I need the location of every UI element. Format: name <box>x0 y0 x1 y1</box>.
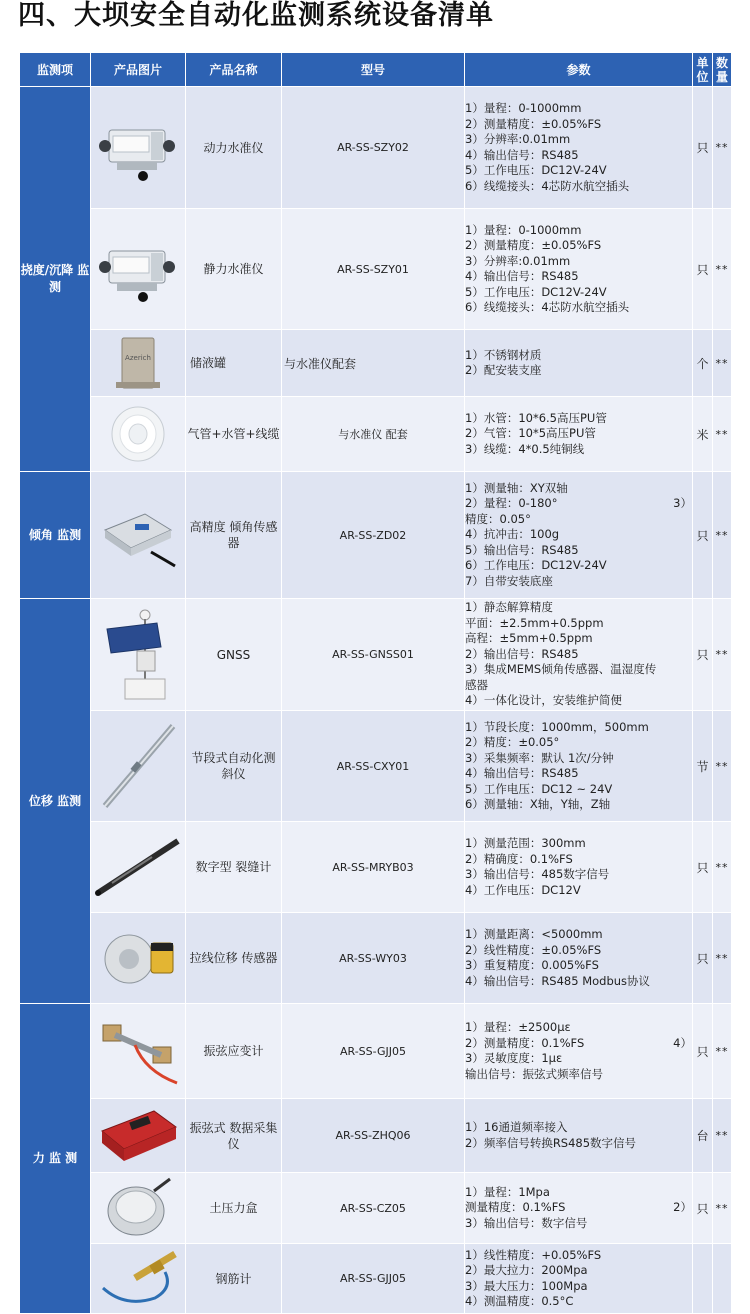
product-model: AR-SS-ZHQ06 <box>282 1099 465 1173</box>
product-image <box>91 87 186 209</box>
page-title: 四、大坝安全自动化监测系统设备清单 <box>18 0 494 31</box>
param-line <box>465 678 692 694</box>
param-line-right: 3） <box>673 496 692 511</box>
product-image <box>91 1244 186 1314</box>
product-name: 钢筋计 <box>186 1244 282 1314</box>
product-name: 振弦式 数据采集仪 <box>186 1099 282 1173</box>
param-line <box>465 766 692 782</box>
category-cell-tilt: 倾角 监测 <box>20 472 91 599</box>
param-text: 输出信号：振弦式频率信号 <box>465 1066 603 1081</box>
param-line <box>465 101 692 117</box>
product-image <box>91 472 186 599</box>
param-line <box>465 238 692 254</box>
param-text: 1）量程：0-1000mm <box>465 222 582 237</box>
param-text: 3）重复精度：0.005%FS <box>465 958 599 972</box>
param-text: 3）灵敏度度：1με <box>465 1051 563 1065</box>
param-line <box>465 148 692 164</box>
equipment-table <box>19 52 732 1314</box>
param-line <box>465 496 692 512</box>
param-line <box>465 269 692 285</box>
param-text: 1）不锈钢材质 <box>465 347 542 362</box>
product-qty: ** <box>713 209 732 330</box>
param-line <box>465 1036 692 1052</box>
param-line <box>465 558 692 574</box>
product-name: 振弦应变计 <box>186 1004 282 1099</box>
product-model: 与水准仪配套 <box>282 330 465 397</box>
param-text: 1）静态解算精度 <box>465 600 553 615</box>
product-image <box>91 1099 186 1173</box>
param-text: 4）输出信号：RS485 <box>465 269 579 283</box>
table-row <box>20 330 732 397</box>
param-text: 1）16通道频率接入 <box>465 1120 568 1134</box>
param-line <box>465 616 692 632</box>
product-unit: 只 <box>693 87 713 209</box>
product-params <box>465 1244 693 1314</box>
param-line <box>465 1020 692 1036</box>
product-image <box>91 209 186 330</box>
product-name: 土压力盒 <box>186 1173 282 1244</box>
table-row <box>20 1244 732 1314</box>
product-unit: 只 <box>693 913 713 1004</box>
param-line <box>465 751 692 767</box>
header-params: 参数 <box>465 53 693 87</box>
param-text: 3）输出信号：数字信号 <box>465 1215 588 1230</box>
product-name: 静力水准仪 <box>186 209 282 330</box>
product-params <box>465 1099 693 1173</box>
product-unit: 个 <box>693 330 713 397</box>
param-text: 1）节段长度：1000mm，500mm <box>465 719 649 734</box>
product-params <box>465 913 693 1004</box>
param-text: 3）分辨率:0.01mm <box>465 253 571 268</box>
product-params <box>465 87 693 209</box>
param-line <box>465 1200 692 1216</box>
product-params <box>465 599 693 711</box>
product-unit: 米 <box>693 397 713 472</box>
product-name: 数字型 裂缝计 <box>186 822 282 913</box>
product-model: AR-SS-CXY01 <box>282 711 465 822</box>
product-name: 气管+水管+线缆 <box>186 397 282 472</box>
product-name: 高精度 倾角传感器 <box>186 472 282 599</box>
param-line <box>465 1136 692 1152</box>
param-text: 2）线性精度：±0.05%FS <box>465 942 602 957</box>
param-line <box>465 883 692 899</box>
param-line <box>465 1279 692 1295</box>
product-qty: ** <box>713 87 732 209</box>
param-line <box>465 543 692 559</box>
product-params <box>465 472 693 599</box>
param-text: 测量精度：0.1%FS <box>465 1200 566 1215</box>
category-cell-force: 力 监 测 <box>20 1004 91 1314</box>
param-line <box>465 163 692 179</box>
param-text: 4）一体化设计，安装维护简便 <box>465 693 622 708</box>
table-row <box>20 913 732 1004</box>
param-line <box>465 797 692 813</box>
param-line <box>465 481 692 497</box>
param-text: 6）工作电压：DC12V-24V <box>465 558 607 573</box>
table-row <box>20 822 732 913</box>
param-text: 5）输出信号：RS485 <box>465 542 579 557</box>
product-unit: 只 <box>693 1004 713 1099</box>
param-line <box>465 254 692 270</box>
product-name: 动力水准仪 <box>186 87 282 209</box>
param-text: 2）测量精度：0.1%FS <box>465 1035 585 1050</box>
header-model: 型号 <box>282 53 465 87</box>
param-text: 精度：0.05° <box>465 511 531 526</box>
param-text: 3）分辨率:0.01mm <box>465 132 571 146</box>
product-model: AR-SS-GJJ05 <box>282 1244 465 1314</box>
param-line <box>465 363 692 379</box>
product-image <box>91 330 186 397</box>
product-image <box>91 397 186 472</box>
param-line <box>465 836 692 852</box>
table-row <box>20 472 732 599</box>
param-line <box>465 300 692 316</box>
param-text: 2）精确度：0.1%FS <box>465 851 573 866</box>
product-model: AR-SS-MRYB03 <box>282 822 465 913</box>
param-text: 高程：±5mm+0.5ppm <box>465 631 593 646</box>
param-text: 3）输出信号：485数字信号 <box>465 867 610 881</box>
param-text: 2）测量精度：±0.05%FS <box>465 238 602 252</box>
param-line <box>465 958 692 974</box>
param-line <box>465 662 692 678</box>
param-text: 1）测量轴：XY双轴 <box>465 480 568 495</box>
param-text: 1）测量范围：300mm <box>465 836 586 850</box>
param-line <box>465 782 692 798</box>
param-text: 3）采集频率：默认 1次/分钟 <box>465 750 614 765</box>
product-unit: 节 <box>693 711 713 822</box>
product-name: 拉线位移 传感器 <box>186 913 282 1004</box>
param-text: 2）精度：±0.05° <box>465 735 560 749</box>
param-line <box>465 600 692 616</box>
product-qty: ** <box>713 913 732 1004</box>
product-qty: ** <box>713 711 732 822</box>
param-line <box>465 1067 692 1083</box>
param-line <box>465 647 692 663</box>
param-text: 2）频率信号转换RS485数字信号 <box>465 1135 637 1150</box>
header-unit: 单位 <box>693 53 713 87</box>
param-text: 2）气管：10*5高压PU管 <box>465 426 596 441</box>
param-line <box>465 426 692 442</box>
param-line <box>465 720 692 736</box>
product-model: 与水准仪 配套 <box>282 397 465 472</box>
product-name: GNSS <box>186 599 282 711</box>
product-unit <box>693 1244 713 1314</box>
param-line <box>465 512 692 528</box>
product-params <box>465 1004 693 1099</box>
param-text: 1）量程：1Mpa <box>465 1184 550 1199</box>
param-line <box>465 1051 692 1067</box>
param-text: 1）量程：0-1000mm <box>465 101 582 115</box>
header-category: 监测项 <box>20 53 91 87</box>
param-line <box>465 132 692 148</box>
product-qty: ** <box>713 1099 732 1173</box>
param-line <box>465 1248 692 1264</box>
param-line <box>465 943 692 959</box>
product-params <box>465 209 693 330</box>
category-cell-deflection: 挠度/沉降 监 测 <box>20 87 91 472</box>
product-image <box>91 1173 186 1244</box>
param-text: 4）抗冲击：100g <box>465 527 560 542</box>
param-text: 5）工作电压：DC12V-24V <box>465 284 607 299</box>
param-text: 3）线缆：4*0.5纯铜线 <box>465 441 585 456</box>
param-text: 5）工作电压：DC12 ~ 24V <box>465 781 613 796</box>
param-text: 3）最大压力：100Mpa <box>465 1278 588 1293</box>
product-unit: 只 <box>693 822 713 913</box>
product-name: 节段式自动化测斜仪 <box>186 711 282 822</box>
param-line <box>465 1185 692 1201</box>
param-line <box>465 411 692 427</box>
product-qty <box>713 1244 732 1314</box>
param-text: 1）测量距离：<5000mm <box>465 927 603 941</box>
product-qty: ** <box>713 822 732 913</box>
param-text: 4）输出信号：RS485 Modbus协议 <box>465 973 651 988</box>
param-line <box>465 974 692 990</box>
param-line <box>465 927 692 943</box>
product-qty: ** <box>713 330 732 397</box>
param-text: 5）工作电压：DC12V-24V <box>465 163 607 177</box>
product-model: AR-SS-GNSS01 <box>282 599 465 711</box>
param-text: 6）线缆接头：4芯防水航空插头 <box>465 178 630 193</box>
svg-text:Azerich: Azerich <box>125 354 151 362</box>
param-text: 2）最大拉力：200Mpa <box>465 1263 588 1277</box>
header-qty: 数量 <box>713 53 732 87</box>
param-line-right: 4） <box>673 1035 692 1050</box>
product-qty: ** <box>713 397 732 472</box>
product-model: AR-SS-GJJ05 <box>282 1004 465 1099</box>
param-line <box>465 223 692 239</box>
product-qty: ** <box>713 1173 732 1244</box>
product-image <box>91 822 186 913</box>
param-text: 2）测量精度：±0.05%FS <box>465 116 602 131</box>
param-text: 2）量程：0-180° <box>465 496 558 511</box>
product-params <box>465 397 693 472</box>
param-line <box>465 285 692 301</box>
product-unit: 只 <box>693 599 713 711</box>
param-line <box>465 117 692 133</box>
product-params <box>465 330 693 397</box>
product-unit: 台 <box>693 1099 713 1173</box>
param-text: 1）线性精度：+0.05%FS <box>465 1247 602 1262</box>
param-line <box>465 442 692 458</box>
param-text: 1）量程：±2500με <box>465 1020 571 1034</box>
product-model: AR-SS-ZD02 <box>282 472 465 599</box>
product-unit: 只 <box>693 472 713 599</box>
product-params <box>465 822 693 913</box>
param-line <box>465 1120 692 1136</box>
table-row <box>20 1004 732 1099</box>
product-model: AR-SS-WY03 <box>282 913 465 1004</box>
param-text: 3）集成MEMS倾角传感器、温湿度传 <box>465 662 657 677</box>
param-text: 4）测温精度：0.5°C <box>465 1294 574 1308</box>
product-image <box>91 1004 186 1099</box>
table-row <box>20 87 732 209</box>
header-name: 产品名称 <box>186 53 282 87</box>
param-text: 4）工作电压：DC12V <box>465 882 581 897</box>
param-line <box>465 1216 692 1232</box>
product-qty: ** <box>713 1004 732 1099</box>
param-text: 平面：±2.5mm+0.5ppm <box>465 615 604 630</box>
table-row <box>20 1173 732 1244</box>
product-unit: 只 <box>693 209 713 330</box>
param-line <box>465 867 692 883</box>
table-row <box>20 209 732 330</box>
param-line <box>465 574 692 590</box>
product-name: 储液罐 <box>186 330 282 397</box>
product-unit: 只 <box>693 1173 713 1244</box>
table-row <box>20 599 732 711</box>
param-line <box>465 1263 692 1279</box>
product-model: AR-SS-SZY01 <box>282 209 465 330</box>
product-image <box>91 711 186 822</box>
product-model: AR-SS-SZY02 <box>282 87 465 209</box>
product-image <box>91 599 186 711</box>
param-text: 4）输出信号：RS485 <box>465 147 579 162</box>
param-text: 感器 <box>465 677 488 692</box>
param-line <box>465 693 692 709</box>
param-text: 6）线缆接头：4芯防水航空插头 <box>465 300 630 314</box>
param-text: 1）水管：10*6.5高压PU管 <box>465 410 607 425</box>
param-line <box>465 735 692 751</box>
param-line <box>465 348 692 364</box>
param-text: 2）配安装支座 <box>465 363 542 377</box>
param-text: 4）输出信号：RS485 <box>465 766 579 780</box>
param-text: 6）测量轴：X轴，Y轴，Z轴 <box>465 797 611 811</box>
product-qty: ** <box>713 472 732 599</box>
param-line <box>465 527 692 543</box>
param-line <box>465 179 692 195</box>
table-row <box>20 711 732 822</box>
param-text: 7）自带安装底座 <box>465 573 553 588</box>
param-line <box>465 852 692 868</box>
product-qty: ** <box>713 599 732 711</box>
param-line-right: 2） <box>673 1200 692 1215</box>
param-line <box>465 631 692 647</box>
product-params <box>465 1173 693 1244</box>
header-image: 产品图片 <box>91 53 186 87</box>
product-params <box>465 711 693 822</box>
table-header-row <box>20 53 732 87</box>
param-text: 2）输出信号：RS485 <box>465 646 579 661</box>
table-row <box>20 1099 732 1173</box>
product-image <box>91 913 186 1004</box>
param-line <box>465 1294 692 1310</box>
category-cell-displacement: 位移 监测 <box>20 599 91 1004</box>
product-model: AR-SS-CZ05 <box>282 1173 465 1244</box>
table-row <box>20 397 732 472</box>
